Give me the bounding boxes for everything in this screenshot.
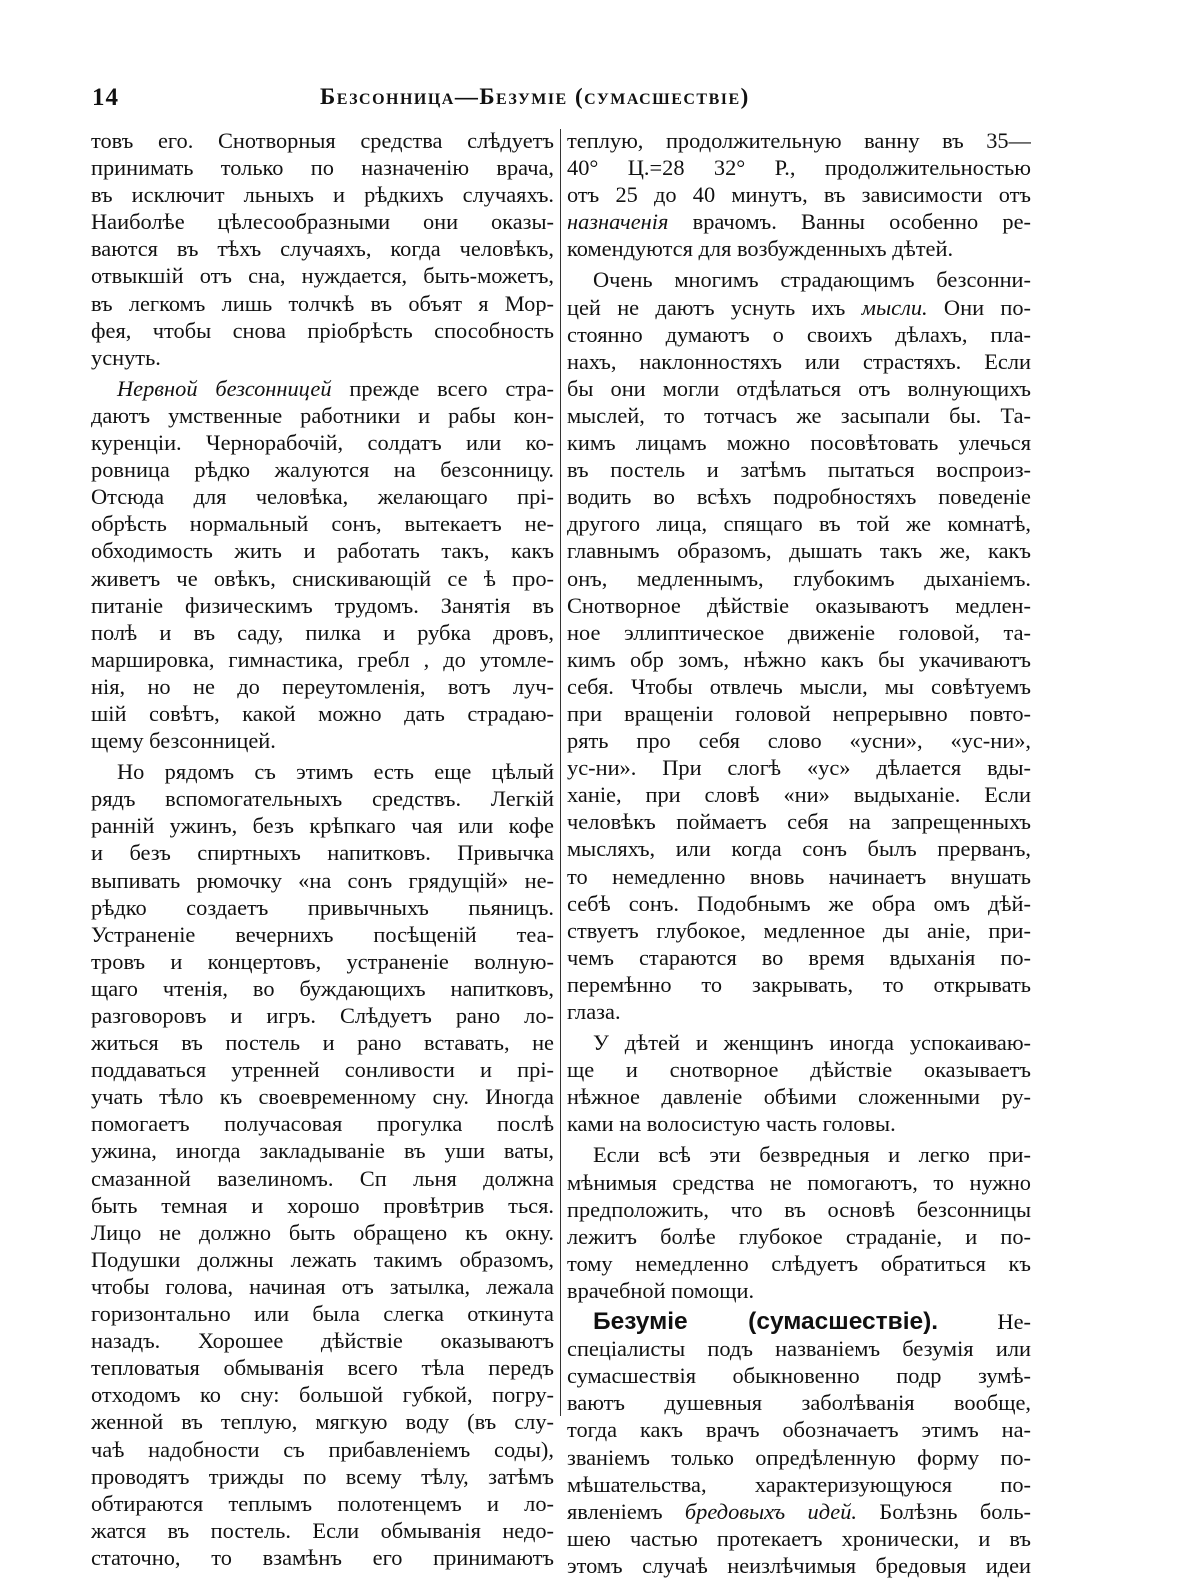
text-line: водить во всѣхъ подробностяхъ поведеніе — [567, 484, 1031, 510]
italic-term: бредовыхъ идей. — [684, 1498, 858, 1524]
text-line: комендуются для возбужденныхъ дѣтей. — [567, 236, 954, 262]
text-line: перемѣнно то закрывать, то открывать — [567, 971, 1031, 997]
text-line: горизонтально или была слегка откинута — [91, 1301, 554, 1327]
text-line: чаѣ надобности съ прибавленіемъ соды), — [91, 1436, 554, 1462]
text-line: Но рядомъ съ этимъ есть еще цѣлый — [117, 759, 554, 785]
text-line: себѣ сонъ. Подобнымъ же обра омъ дѣй- — [567, 890, 1031, 916]
running-title: Безсонница—Безуміе (сумасшествіе) — [320, 84, 750, 109]
text-line: главнымъ образомъ, дышать такъ же, какъ — [567, 538, 1031, 564]
text-line: разговоровъ и игръ. Слѣдуетъ рано ло- — [91, 1003, 554, 1028]
italic-term: мысли. — [861, 294, 928, 320]
text-line: сумасшествія обыкновенно подр зумѣ- — [567, 1363, 1031, 1389]
text-line: ное эллиптическое движеніе головой, та- — [567, 619, 1031, 645]
text-line — [567, 1498, 1031, 1525]
text-line: щему безсонницей. — [91, 728, 276, 754]
text-line: отходомъ ко сну: большой губкой, погру- — [91, 1382, 554, 1408]
text-line: мыслей, то тотчасъ же засыпали бы. Та- — [567, 402, 1031, 428]
text-fragment: Не- — [938, 1309, 1031, 1335]
text-fragment: цей не даютъ уснуть ихъ — [567, 294, 862, 320]
text-line: Устраненіе вечернихъ посѣщеній теа- — [91, 921, 554, 947]
text-line: куренціи. Чернорабочій, солдатъ или ко- — [91, 430, 554, 456]
text-line: Если всѣ эти безвредныя и легко при- — [593, 1142, 1031, 1168]
text-line: отъ 25 до 40 минутъ, въ зависимости отъ — [567, 182, 1031, 208]
text-line: въ исключит льныхъ и рѣдкихъ случаяхъ. — [91, 182, 554, 208]
text-line: кимъ лицамъ можно посовѣтовать улечься — [567, 430, 1031, 456]
text-line: чтобы голова, начиная отъ затылка, лежала — [91, 1273, 554, 1299]
text-line: принимать только по назначенію врача, — [91, 155, 554, 181]
text-line: Наиболѣе цѣлесообразными они оказы- — [91, 209, 554, 235]
text-line: ками на волосистую часть головы. — [567, 1111, 896, 1137]
text-line: быть темная и хорошо провѣтрив ться. — [91, 1192, 554, 1218]
text-line: нія, но не до переутомленія, вотъ луч- — [91, 673, 554, 699]
text-line: смазанной вазелиномъ. Сп льня должна — [91, 1165, 554, 1191]
text-line: шею частью протекаетъ хронически, и въ — [567, 1525, 1031, 1551]
text-line: спеціалисты подъ названіемъ безумія или — [567, 1336, 1031, 1362]
text-line: помогаетъ получасовая прогулка послѣ — [91, 1111, 554, 1137]
left-column — [91, 127, 554, 1571]
text-line: тогда какъ врачъ обозначаетъ этимъ на- — [567, 1417, 1031, 1443]
column-divider — [560, 129, 561, 1416]
text-line: полѣ и въ саду, пилка и рубка дровъ, — [91, 619, 554, 645]
text-line: ранній ужинъ, безъ крѣпкаго чая или кофе — [91, 813, 554, 839]
text-line: ус-ни». При слогѣ «ус» дѣлается вды- — [567, 755, 1031, 781]
text-line: обтираются теплымъ полотенцемъ и ло- — [91, 1490, 554, 1516]
text-line: бы они могли отдѣлаться отъ волнующихъ — [567, 375, 1031, 401]
text-line: ужина, иногда закладываніе въ уши ваты, — [91, 1138, 554, 1164]
text-line: Лицо не должно быть обращено къ окну. — [91, 1219, 554, 1245]
text-line: предположить, что въ основѣ безсонницы — [567, 1196, 1031, 1222]
text-line: рядъ вспомогательныхъ средствъ. Легкій — [91, 786, 554, 812]
text-fragment: Они по- — [927, 294, 1031, 320]
text-line: учать тѣло къ своевременному сну. Иногда — [91, 1084, 554, 1110]
text-line: уснуть. — [91, 344, 161, 370]
section-title: Безуміе (сумасшествіе). — [593, 1308, 939, 1336]
text-fragment: прежде всего стра- — [331, 375, 554, 401]
paragraph-children-women — [567, 1029, 1031, 1137]
text-line: врачебной помощи. — [567, 1277, 755, 1303]
text-line: У дѣтей и женщинъ иногда успокаиваю- — [593, 1030, 1031, 1056]
text-fragment: Болѣзнь боль- — [857, 1498, 1031, 1524]
text-line: званіемъ только опредѣленную форму по- — [567, 1444, 1031, 1470]
text-line: себя. Чтобы отвлечь мысли, мы совѣтуемъ — [567, 673, 1031, 699]
text-line: обходимость жить и работать такъ, какъ — [91, 538, 554, 564]
text-line: товъ его. Снотворныя средства слѣдуетъ — [91, 128, 554, 153]
text-line: Снотворное дѣйствіе оказываютъ медлен- — [567, 592, 1031, 618]
paragraph-hypnotics — [91, 127, 554, 371]
text-fragment: врачомъ. Ванны особенно ре- — [668, 209, 1031, 235]
text-line — [567, 208, 1031, 235]
paragraph-thoughts — [567, 266, 1031, 1025]
text-line: даютъ умственные работники и рабы кон- — [91, 402, 554, 428]
italic-term: назначенія — [567, 209, 669, 235]
text-line: выпивать рюмочку «на сонъ грядущій» не- — [91, 867, 554, 893]
text-line: рѣдко создаетъ привычныхъ пьяницъ. — [91, 894, 554, 920]
text-line: ваютъ душевныя заболѣванія вообще, — [567, 1390, 1031, 1416]
text-line: поддаваться утренней сонливости и прі- — [91, 1057, 554, 1083]
text-line: кимъ обр зомъ, нѣжно какъ бы укачиваютъ — [567, 646, 1031, 672]
text-line: въ постель и затѣмъ пытаться воспроиз- — [567, 457, 1031, 483]
text-line: чемъ стараются во время вдыханія по- — [567, 944, 1031, 970]
text-line: проводятъ трижды по всему тѣлу, затѣмъ — [91, 1463, 554, 1489]
text-line: Отсюда для человѣка, желающаго прі- — [91, 484, 554, 510]
text-line: ствуетъ глубокое, медленное ды аніе, при- — [567, 917, 1031, 943]
text-line: тепловатыя обмыванія всего тѣла передъ — [91, 1355, 554, 1381]
text-line: шій совѣтъ, какой можно дать страдаю- — [91, 700, 554, 726]
text-line: ще и снотворное дѣйствіе оказываетъ — [567, 1057, 1031, 1083]
text-line: то немедленно вновь начинаетъ внушать — [567, 863, 1031, 889]
paragraph-insanity — [567, 1308, 1031, 1579]
text-line: при вращеніи головой непрерывно повто- — [567, 700, 1031, 726]
paragraph-auxiliary-means — [91, 758, 554, 1571]
text-line: маршировка, гимнастика, гребл , до утомле- — [91, 646, 554, 672]
text-line: обрѣсть нормальный сонъ, вытекаетъ не- — [91, 511, 554, 537]
text-line: въ легкомъ лишь толчкѣ въ объят я Мор- — [91, 290, 554, 316]
text-fragment: явленіемъ — [567, 1498, 685, 1524]
text-line: фея, чтобы снова пріобрѣсть способность — [91, 317, 554, 343]
text-line: живетъ че овѣкъ, снискивающій се ѣ про- — [91, 565, 554, 591]
text-line: этомъ случаѣ неизлѣчимыя бредовыя идеи — [567, 1552, 1031, 1578]
right-column — [567, 127, 1031, 1579]
text-line: ровница рѣдко жалуются на безсонницу. — [91, 457, 554, 483]
text-line: и безъ спиртныхъ напитковъ. Привычка — [91, 840, 554, 866]
text-line: житься въ постель и рано вставать, не — [91, 1030, 554, 1056]
text-line — [91, 375, 554, 402]
text-line: другого лица, спящаго въ той же комнатѣ, — [567, 511, 1031, 537]
text-line: ханіе, при словѣ «ни» выдыханіе. Если — [567, 782, 1031, 808]
text-line: женной въ теплую, мягкую воду (въ слу- — [91, 1409, 554, 1435]
text-line: Подушки должны лежать такимъ образомъ, — [91, 1246, 554, 1272]
text-line: питаніе физическимъ трудомъ. Занятія въ — [91, 592, 554, 618]
text-line: мѣнимыя средства не помогаютъ, то нужно — [567, 1169, 1031, 1195]
text-line: тому немедленно слѣдуетъ обратиться къ — [567, 1250, 1031, 1276]
text-line: тровъ и концертовъ, устраненіе волную- — [91, 948, 554, 974]
page-number: 14 — [92, 84, 119, 111]
text-line: назадъ. Хорошее дѣйствіе оказываютъ — [91, 1328, 554, 1354]
text-line: Очень многимъ страдающимъ безсонни- — [593, 267, 1031, 293]
text-line: человѣкъ поймаетъ себя на запрещенныхъ — [567, 809, 1031, 835]
text-line: мысляхъ, или когда сонъ былъ прерванъ, — [567, 836, 1031, 862]
text-line: жатся въ постель. Если обмыванія недо- — [91, 1517, 554, 1543]
text-line: мѣшательства, характеризующуюся по- — [567, 1471, 1031, 1497]
text-line: щаго чтенія, во буждающихъ напитковъ, — [91, 975, 554, 1001]
text-line: лежитъ болѣе глубокое страданіе, и по- — [567, 1223, 1031, 1249]
paragraph-bath — [567, 127, 1031, 262]
paragraph-harmless-means — [567, 1141, 1031, 1304]
text-line: онъ, медленнымъ, глубокимъ дыханіемъ. — [567, 565, 1031, 591]
text-line: отвыкшій отъ сна, нуждается, быть-можетъ, — [91, 263, 554, 289]
text-line: статочно, то взамѣнъ его принимаютъ — [91, 1544, 554, 1570]
text-line — [567, 294, 1031, 321]
paragraph-nervous-insomnia — [91, 375, 554, 754]
italic-term: Нервной безсонницей — [117, 375, 332, 401]
text-line: теплую, продолжительную ванну въ 35— — [567, 128, 1031, 153]
text-line: глаза. — [567, 999, 621, 1024]
text-line: стоянно думаютъ о своихъ дѣлахъ, пла- — [567, 321, 1031, 347]
text-line — [567, 1308, 1031, 1335]
text-line: рять про себя слово «усни», «ус-ни», — [567, 728, 1031, 754]
text-line: нѣжное давленіе обѣими сложенными ру- — [567, 1084, 1031, 1110]
text-line: нахъ, наклонностяхъ или страстяхъ. Если — [567, 348, 1031, 374]
text-line: 40° Ц.=28 32° Р., продолжительностью — [567, 155, 1031, 181]
text-line: ваются въ тѣхъ случаяхъ, когда человѣкъ, — [91, 236, 554, 262]
